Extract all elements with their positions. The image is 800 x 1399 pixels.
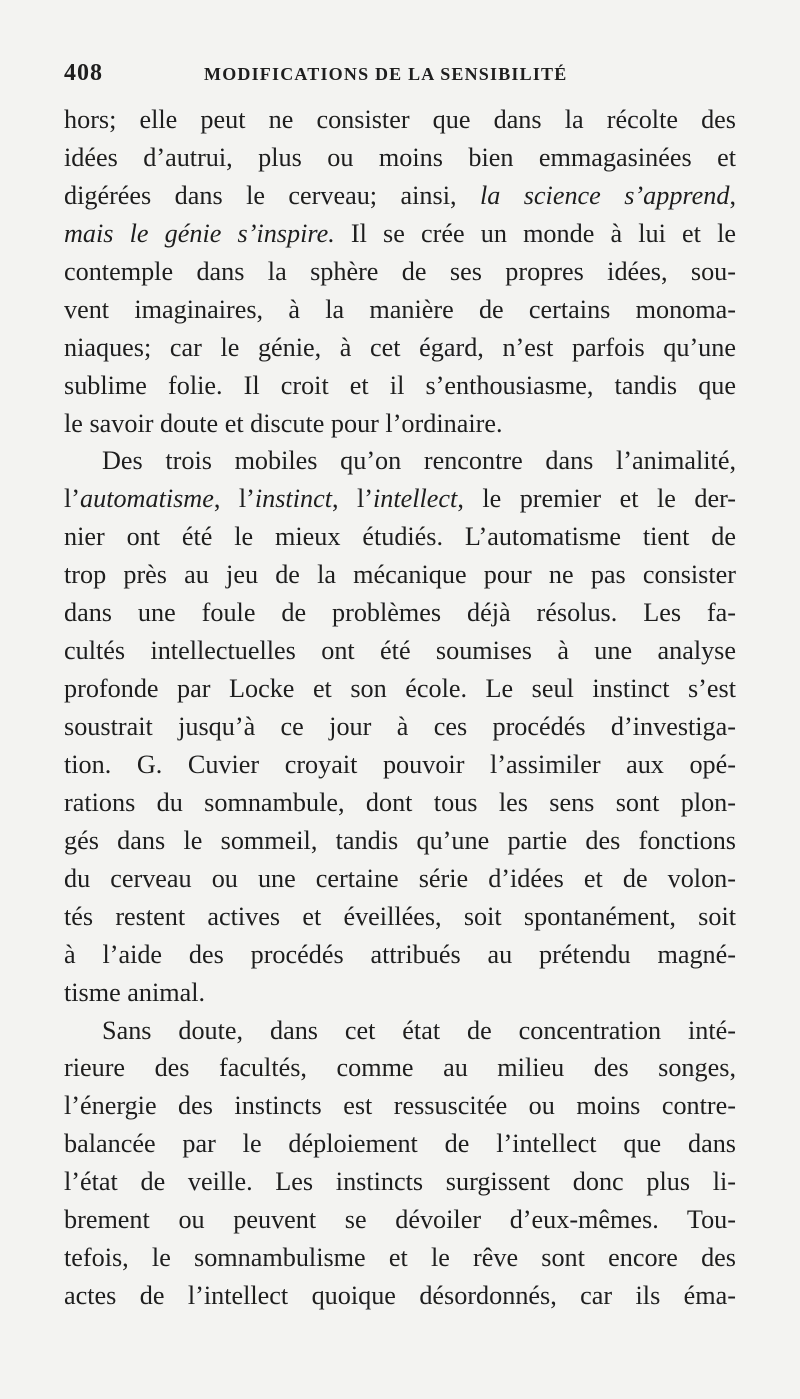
text-line-end: , [729,180,736,210]
text-line: profonde par Locke et son école. Le seul instinct s’est [64,674,736,704]
italic-phrase: mais le génie s’inspire. [64,218,335,248]
text-line: Des trois mobiles qu’on rencontre dans l’animalité, [102,446,736,476]
text-line: contemple dans la sphère de ses propres idées, sou- [64,256,736,286]
text-line: actes de l’intellect quoique désordonnés, car ils éma- [64,1281,736,1311]
text-line: tefois, le somnambulisme et le rêve sont encore des [64,1243,736,1273]
text-line: l’état de veille. Les instincts surgissent donc plus li- [64,1167,736,1197]
text-line: tisme animal. [64,977,206,1007]
text-line: vent imaginaires, à la manière de certains monoma- [64,294,736,324]
italic-term: instinct [254,484,332,514]
page-header [64,60,736,92]
text-line: niaques; car le génie, à cet égard, n’est parfois qu’une [64,332,736,362]
text-line: sublime folie. Il croit et il s’enthousiasme, tandis que [64,370,736,400]
text-line: hors; elle peut ne consister que dans la récolte des [64,105,736,134]
italic-term: intellect [372,484,458,514]
text-line: idées d’autrui, plus ou moins bien emmagasinées et [64,142,736,172]
italic-term: automatisme [80,484,214,514]
text-line [64,177,736,215]
text-line: tion. G. Cuvier croyait pouvoir l’assimiler aux opé- [64,749,736,779]
text-line: brement ou peuvent se dévoiler d’eux-mêmes. Tou- [64,1205,736,1235]
text-line [64,480,736,518]
body-text [64,101,736,1315]
text-line-start: digérées dans le cerveau; ainsi, [64,180,480,210]
text-fragment: , l’ [213,484,255,514]
running-title: MODIFICATIONS DE LA SENSIBILITÉ [204,64,568,84]
text-line: le savoir doute et discute pour l’ordinaire. [64,408,503,438]
text-line: nier ont été le mieux étudiés. L’automatisme tient de [64,522,736,552]
text-fragment: , l’ [331,484,373,514]
text-line [64,215,736,253]
text-line-end: , le premier et le der- [457,484,736,514]
text-line: rations du somnambule, dont tous les sens sont plon- [64,787,736,817]
text-line: Sans doute, dans cet état de concentration inté- [102,1015,736,1045]
text-line: tés restent actives et éveillées, soit spontanément, soit [64,901,736,931]
text-line: rieure des facultés, comme au milieu des songes, [64,1053,736,1083]
text-line: à l’aide des procédés attribués au prétendu magné- [64,939,736,969]
text-line-start: l’ [64,484,80,514]
text-line-end: Il se crée un monde à lui et le [334,218,736,248]
page-number: 408 [64,60,103,86]
italic-phrase: la science s’apprend [479,180,730,210]
text-line: trop près au jeu de la mécanique pour ne pas consister [64,560,736,590]
text-line: cultés intellectuelles ont été soumises à une analyse [64,636,736,666]
text-line: gés dans le sommeil, tandis qu’une partie des fonctions [64,825,736,855]
text-line: l’énergie des instincts est ressuscitée ou moins contre- [64,1091,736,1121]
text-line: dans une foule de problèmes déjà résolus. Les fa- [64,598,736,628]
text-line: soustrait jusqu’à ce jour à ces procédés d’investiga- [64,712,736,741]
text-line: balancée par le déploiement de l’intellect que dans [64,1129,736,1159]
text-line: du cerveau ou une certaine série d’idées et de volon- [64,863,736,893]
